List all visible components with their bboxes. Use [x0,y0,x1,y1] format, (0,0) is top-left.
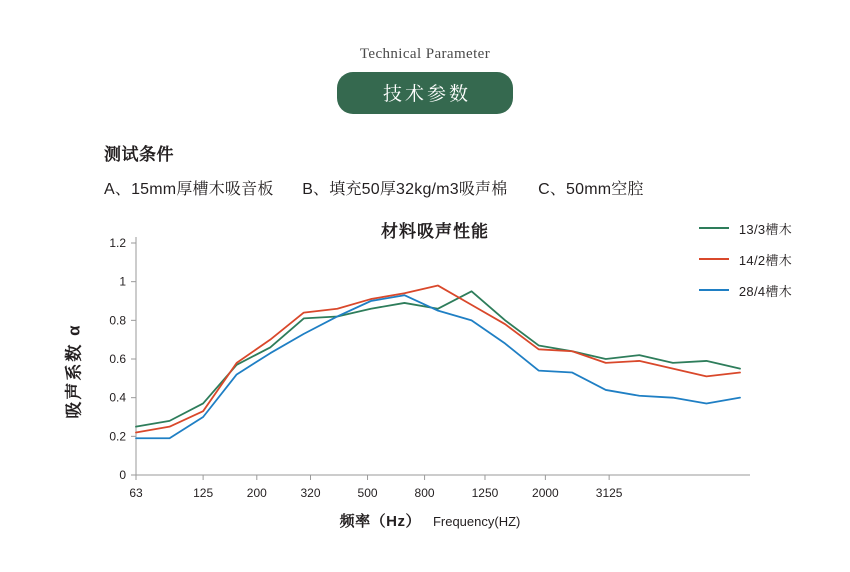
series-line-3 [136,295,740,438]
page-title-en: Technical Parameter [359,46,491,62]
y-tick-label: 1.2 [109,236,126,250]
condition-item-b: B、填充50厚32kg/m3吸声棉 [302,181,508,198]
series-line-1 [136,291,740,426]
legend-swatch-series1 [699,227,729,229]
x-axis-label-en: Frequency(HZ) [432,514,521,529]
x-tick-label: 2000 [532,486,559,500]
legend-label-series3: 28/4槽木 [738,283,792,299]
x-tick-label: 125 [193,486,214,500]
y-tick-label: 1 [119,274,126,289]
y-axis-label: 吸声系数 α [64,323,84,419]
x-tick-label: 800 [414,486,435,500]
y-tick-label: 0.4 [109,390,126,405]
conditions-line [104,176,850,199]
legend-label-series1: 13/3槽木 [738,221,792,237]
legend-item [699,252,792,266]
y-tick-label: 0.2 [109,429,126,444]
legend-item [699,283,792,297]
page-title-cn-badge: 技术参数 [337,72,513,114]
legend-swatch-series2 [699,258,729,260]
x-tick-label: 200 [246,486,267,500]
test-conditions [104,140,850,199]
x-tick-label: 320 [300,486,321,500]
x-axis-label [0,510,850,531]
y-tick-label: 0.6 [109,352,126,366]
legend-label-series2: 14/2槽木 [738,252,792,268]
x-tick-label: 63 [129,486,143,500]
legend-item [699,221,792,235]
conditions-title: 测试条件 [104,145,174,164]
x-axis-label-cn: 频率（Hz） [339,513,421,530]
x-tick-label: 500 [357,486,378,500]
condition-item-c: C、50mm空腔 [538,181,644,198]
y-tick-label: 0.8 [109,313,126,328]
condition-item-a: A、15mm厚槽木吸音板 [104,181,274,198]
page-header [0,0,850,114]
y-tick-label: 0 [119,468,126,482]
legend-swatch-series3 [699,289,729,291]
x-tick-label: 1250 [471,486,499,500]
series-line-2 [136,286,740,433]
x-tick-label: 3125 [595,486,623,500]
absorption-chart [0,213,850,543]
chart-title: 材料吸声性能 [381,222,489,241]
chart-legend [699,221,792,314]
